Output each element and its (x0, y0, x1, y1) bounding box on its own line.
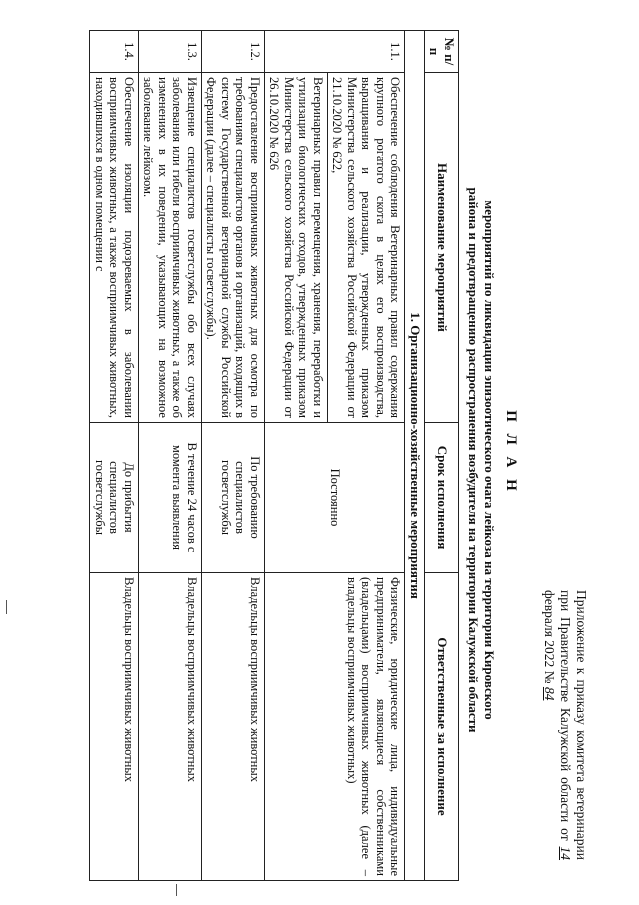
approval-number: 84 (542, 686, 557, 701)
row-number: 1.3. (139, 31, 202, 73)
section-row (405, 31, 425, 881)
scan-margin-mark (6, 600, 7, 614)
row-term: По требованию специалистов госветслужбы (202, 423, 265, 573)
row-responsible: Владельцы восприимчивых животных (202, 573, 265, 881)
table-row (202, 31, 265, 881)
approval-stamp (541, 590, 589, 860)
approval-date-day: 14 (558, 846, 573, 861)
row-activity: Обеспечение соблюдения Ветеринарных правил содержания крупного рогатого скота в целях его воспроизводства, выращивания и реализации, утвержденных приказом Министерства сельского хозяйства Российской Федерации от 21.10.2020 № 622, (328, 73, 406, 423)
row-responsible: Физические, юридические лица, индивидуальные предприниматели, являющиеся собственниками (владельцами) восприимчивых животных (далее – владельцы восприимчивых животных) (265, 573, 406, 881)
row-activity: Ветеринарных правил перемещения, хранения, переработки и утилизации биологических отходов, утвержденных приказом Министерства сельского хозяйства Российской Федерации от 26.10.2020 № 626 (265, 73, 328, 423)
section-title: 1. Организационно-хозяйственные мероприятия (405, 31, 425, 881)
row-number: 1.2. (202, 31, 265, 73)
plan-title: П Л А Н (503, 410, 519, 495)
row-activity: Обеспечение изоляции подозреваемых в заболевании восприимчивых животных, а также восприимчивых животных, находившихся в одном помещении с (90, 73, 139, 423)
header-name: Наименование мероприятий (425, 73, 459, 423)
row-term: Постоянно (265, 423, 406, 573)
row-term: В течение 24 часов с момента выявления (139, 423, 202, 573)
row-term: До прибытия специалистов госветслужбы (90, 423, 139, 573)
plan-table (90, 30, 460, 881)
approval-text: Приложение к приказу комитета ветеринарии при Правительстве Калужской области от (558, 590, 589, 860)
row-number: 1.1. (265, 31, 406, 73)
header-term: Срок исполнения (425, 423, 459, 573)
header-responsible: Ответственные за исполнение (425, 573, 459, 881)
row-number: 1.4. (90, 31, 139, 73)
row-responsible: Владельцы восприимчивых животных (90, 573, 139, 881)
header-num: № п/п (425, 31, 459, 73)
table-row (139, 31, 202, 881)
row-responsible: Владельцы восприимчивых животных (139, 573, 202, 881)
scan-margin-mark (176, 884, 177, 896)
row-activity: Извещение специалистов госветслужбы обо всех случаях заболевания или гибели восприимчивых животных, а также об изменениях в их поведении, указывающих на возможное заболевание лейкозом. (139, 73, 202, 423)
table-row (90, 31, 139, 881)
plan-subtitle: мероприятий по ликвидации эпизоотического очага лейкоза на территории Кировского района и предотвращению распространения возбудителя на территории Калужской области (466, 187, 497, 733)
table-row (328, 31, 406, 881)
row-activity: Предоставление восприимчивых животных для осмотра по требованиям специалистов органов и организаций, входящих в систему Государственной ветеринарной службы Российской Федерации (далее – специалисты госветслужбы). (202, 73, 265, 423)
table-header-row (425, 31, 459, 881)
approval-date-rest: февраля 2022 № (542, 590, 557, 684)
